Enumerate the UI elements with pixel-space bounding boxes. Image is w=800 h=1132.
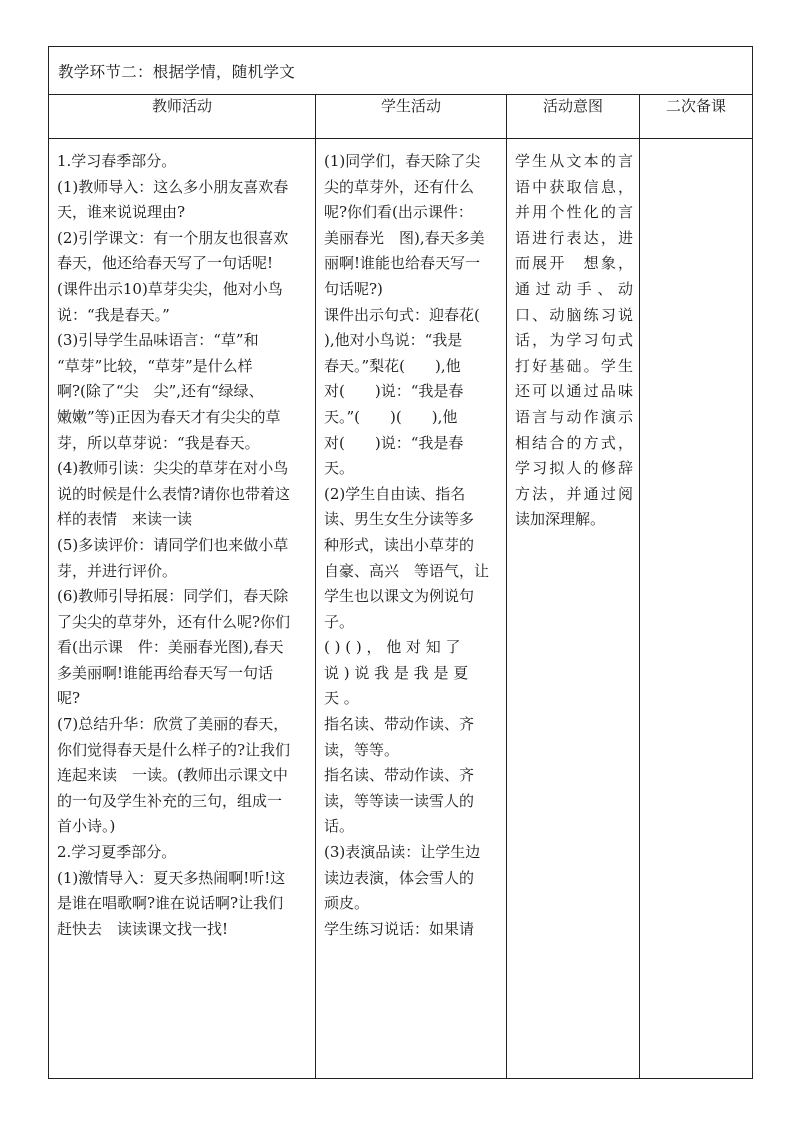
- teacher-activity-line: (5)多读评价：请同学们也来做小草: [57, 535, 289, 554]
- student-activity-line: 顽皮。: [324, 894, 370, 913]
- teacher-activity-line: 春天，他还给春天写了一句话呢!: [57, 254, 274, 273]
- teacher-activity-line: (课件出示10)草芽尖尖，他对小鸟: [57, 279, 283, 298]
- student-activity-line: 子。: [324, 612, 355, 631]
- student-activity-line: 指名读、带动作读、齐: [324, 715, 475, 734]
- activity-intent-cell: 学生从文本的言语中获取信息，并用个性化的言语进行表达，进而展开 想象，通过动手、动口、动脑练习说话，为学习句式打好基础。学生还可以通过品味语言与动作演示相结合的方式，学习拟人的修辞方法，并通过阅读加深理解。: [507, 139, 640, 1079]
- teacher-activity-line: 嫩嫩”等)正因为春天才有尖尖的草: [57, 407, 281, 426]
- student-activity-cell: [316, 139, 507, 1079]
- student-activity-line: 指名读、带动作读、齐: [324, 766, 475, 785]
- header-student-activity: 学生活动: [316, 95, 507, 139]
- student-activity-line: 课件出示句式：迎春花(: [324, 305, 480, 324]
- student-activity-line: (1)同学们，春天除了尖: [324, 152, 481, 170]
- student-activity-line: 读、男生女生分读等多: [324, 510, 475, 529]
- student-activity-line: 丽啊!谁能也给春天写一: [324, 254, 481, 273]
- teacher-activity-line: 天，谁来说说理由?: [57, 203, 186, 222]
- teacher-activity-line: 1.学习春季部分。: [57, 152, 177, 170]
- teacher-activity-line: 看(出示课 件：美丽春光图),春天: [57, 638, 284, 657]
- header-secondary-prep: 二次备课: [640, 95, 753, 139]
- teacher-activity-line: 赶快去 读读课文找一找!: [57, 919, 229, 938]
- teacher-activity-line: 2.学习夏季部分。: [57, 843, 177, 862]
- student-activity-line: (3)表演品读：让学生边: [324, 843, 481, 862]
- student-activity-line: 美丽春光 图),春天多美: [324, 228, 485, 247]
- teacher-activity-line: (1)教师导入：这么多小朋友喜欢春: [57, 177, 289, 196]
- teacher-activity-line: 芽，并进行评价。: [57, 561, 178, 580]
- teacher-activity-line: 芽，所以草芽说：“我是春天。: [57, 433, 260, 452]
- teacher-activity-line: 啊?(除了“尖 尖”,还有“绿绿、: [57, 382, 264, 401]
- secondary-prep-cell: [640, 139, 753, 1079]
- teacher-activity-line: 多美丽啊!谁能再给春天写一句话: [57, 663, 274, 682]
- teacher-activity-line: (1)激情导入：夏天多热闹啊!听!这: [57, 868, 286, 887]
- teacher-activity-line: 是谁在唱歌啊?谁在说话啊?让我们: [57, 894, 284, 913]
- student-activity-line: ( ) ( ) ， 他 对 知 了: [324, 638, 461, 657]
- teacher-activity-line: 呢?: [57, 689, 81, 708]
- student-activity-line: 学生也以课文为例说句: [324, 587, 475, 606]
- student-activity-line: 天 。: [324, 689, 359, 708]
- teacher-activity-line: 了尖尖的草芽外，还有什么呢?你们: [57, 612, 291, 631]
- teacher-activity-line: (2)引学课文：有一个朋友也很喜欢: [57, 228, 289, 247]
- student-activity-line: 种形式，读出小草芽的: [324, 535, 475, 554]
- teacher-activity-line: 首小诗。): [57, 817, 116, 836]
- student-activity-line: 话。: [324, 817, 355, 836]
- student-activity-line: 天。”( )( ),他: [324, 407, 458, 426]
- student-activity-line: 读边表演，体会雪人的: [324, 868, 475, 887]
- student-activity-line: 尖的草芽外，还有什么: [324, 177, 475, 196]
- header-activity-intent: 活动意图: [507, 95, 640, 139]
- teacher-activity-line: (3)引导学生品味语言：“草”和: [57, 331, 259, 350]
- teacher-activity-line: (6)教师引导拓展：同学们，春天除: [57, 587, 289, 606]
- student-activity-line: 读，等等读一读雪人的: [324, 791, 475, 810]
- student-activity-line: ),他对小鸟说：“我是: [324, 331, 463, 350]
- header-row: [49, 95, 753, 139]
- student-activity-line: 学生练习说话：如果请: [324, 919, 475, 938]
- teacher-activity-line: 你们觉得春天是什么样子的?让我们: [57, 740, 291, 759]
- student-activity-line: 读，等等。: [324, 740, 400, 759]
- student-activity-line: 天。: [324, 459, 355, 478]
- student-activity-line: 自豪、高兴 等语气，让: [324, 561, 490, 580]
- teacher-activity-cell: [49, 139, 316, 1079]
- student-activity-line: 对( )说：“我是春: [324, 433, 464, 452]
- student-activity-line: 句话呢?): [324, 279, 383, 298]
- student-activity-line: 说 ) 说 我 是 我 是 夏: [324, 663, 469, 682]
- student-activity-line: (2)学生自由读、指名: [324, 484, 466, 503]
- lesson-plan-table: [48, 46, 753, 1079]
- section-title: 教学环节二：根据学情，随机学文: [58, 63, 296, 81]
- student-activity-line: 对( )说：“我是春: [324, 382, 464, 401]
- content-row: [49, 139, 753, 1079]
- student-activity-line: 春天。”梨花( ),他: [324, 356, 461, 375]
- header-teacher-activity: 教师活动: [49, 95, 316, 139]
- teacher-activity-line: “草芽”比较，“草芽”是什么样: [57, 356, 253, 375]
- section-title-cell: [49, 47, 753, 95]
- teacher-activity-line: 连起来读 一读。(教师出示课文中: [57, 766, 288, 785]
- teacher-activity-line: 说的时候是什么表情?请你也带着这: [57, 484, 291, 503]
- teacher-activity-line: (7)总结升华：欣赏了美丽的春天，: [57, 715, 289, 734]
- teacher-activity-line: 的一句及学生补充的三句，组成一: [57, 791, 283, 810]
- teacher-activity-line: (4)教师引读：尖尖的草芽在对小鸟: [57, 459, 289, 478]
- teacher-activity-line: 样的表情 来读一读: [57, 510, 193, 529]
- teacher-activity-line: 说：“我是春天。”: [57, 305, 170, 324]
- student-activity-line: 呢?你们看(出示课件：: [324, 203, 473, 222]
